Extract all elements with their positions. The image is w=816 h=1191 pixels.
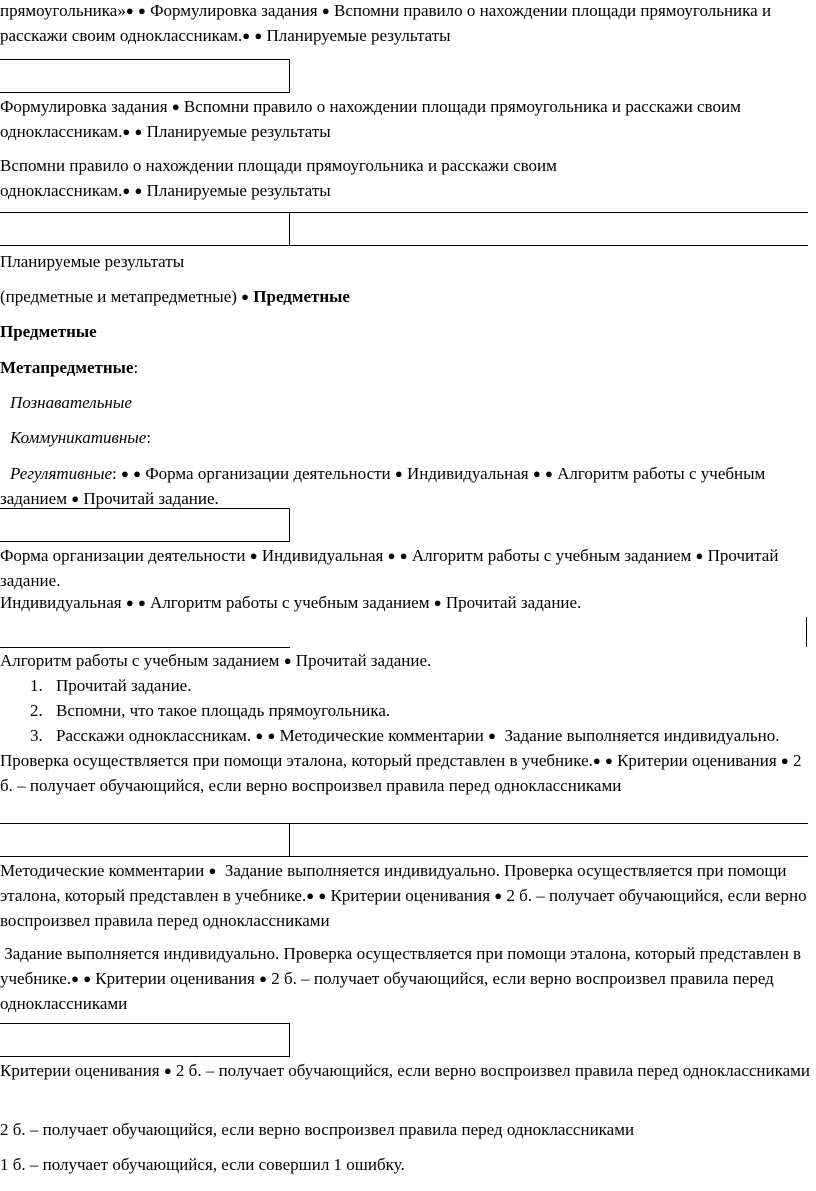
bullet-icon: ●: [122, 124, 131, 139]
bullet-icon: ●: [306, 888, 315, 903]
bullet-icon: ●: [695, 548, 704, 563]
bullet-icon: ●: [387, 548, 396, 563]
step-number: 2.: [30, 701, 43, 720]
bullet-icon: ●: [208, 863, 217, 878]
table-rule: [289, 1023, 290, 1056]
text: Задание выполняется индивидуально. Проверка осуществляется при помощи эталона, который представлен в учебнике.: [0, 726, 780, 770]
text: Алгоритм работы с учебным заданием: [411, 546, 692, 565]
bullet-icon: ●: [134, 183, 143, 198]
text: Форма организации деятельности: [145, 464, 391, 483]
algorithm-heading: [0, 648, 816, 673]
table-rule: [0, 856, 808, 857]
fragment-12: [0, 590, 816, 615]
bullet-icon: ●: [255, 728, 264, 743]
bullet-icon: ●: [254, 28, 263, 43]
bullet-icon: ●: [321, 3, 330, 18]
text: Прочитай задание.: [83, 489, 219, 508]
text: Прочитай задание.: [295, 651, 432, 670]
fragment-15: [0, 941, 816, 1016]
fragment-14: [0, 858, 816, 933]
text: Критерии оценивания: [617, 751, 777, 770]
text: Алгоритм работы с учебным заданием: [0, 651, 280, 670]
text: Индивидуальная: [261, 546, 384, 565]
text: Алгоритм работы с учебным заданием: [150, 593, 430, 612]
text: 2 б. – получает обучающийся, если верно воспроизвел правила перед одноклассниками: [0, 969, 774, 1013]
text: Предметные: [0, 322, 97, 341]
bullet-icon: ●: [494, 888, 503, 903]
bullet-icon: ●: [604, 753, 613, 768]
table-rule: [0, 541, 290, 542]
text: Прочитай задание.: [0, 546, 779, 590]
bullet-icon: ●: [133, 466, 141, 481]
bullet-icon: ●: [137, 595, 146, 610]
bullet-icon: ●: [544, 466, 553, 481]
text: Планируемые результаты: [146, 122, 331, 141]
text: Вспомни правило о нахождении площади прямоугольника и расскажи своим одноклассникам.: [0, 1, 772, 45]
cognitive-heading: [10, 390, 816, 415]
text: Планируемые результаты: [146, 181, 331, 200]
text: Вспомни правило о нахождении площади прямоугольника и расскажи своим одноклассникам.: [0, 97, 741, 141]
text: Планируемые результаты: [266, 26, 451, 45]
communicative-heading: [10, 425, 816, 450]
text: Регулятивные: [10, 464, 112, 483]
bullet-icon: ●: [399, 548, 408, 563]
bullet-icon: ●: [120, 466, 129, 481]
text: Коммуникативные: [10, 428, 147, 447]
text: Критерии оценивания: [0, 1061, 160, 1080]
bullet-icon: ●: [134, 124, 143, 139]
text: :: [112, 464, 117, 483]
bullet-icon: ●: [137, 3, 146, 18]
text: Задание выполняется индивидуально. Проверка осуществляется при помощи эталона, который представлен в учебнике.: [0, 861, 787, 905]
list-item: [0, 698, 816, 723]
fragment-16: [0, 1058, 816, 1083]
text: 2 б. – получает обучающийся, если верно воспроизвел правила перед одноклассниками: [0, 886, 807, 930]
fragment-1: [0, 0, 816, 48]
criterion-2-points: [0, 1117, 816, 1142]
list-item: [0, 673, 816, 698]
text: (предметные и метапредметные): [0, 287, 237, 306]
table-rule: [0, 823, 808, 824]
table-rule: [0, 508, 290, 509]
table-rule: [0, 1056, 290, 1057]
text: прямоугольника»: [0, 1, 126, 20]
bullet-icon: ●: [163, 1063, 172, 1078]
bullet-icon: ●: [532, 466, 541, 481]
bullet-icon: ●: [83, 971, 92, 986]
text: 2 б. – получает обучающийся, если верно воспроизвел правила перед одноклассниками: [175, 1061, 811, 1080]
table-rule: [806, 617, 807, 647]
table-rule: [0, 245, 808, 246]
table-rule: [289, 508, 290, 541]
fragment-11: [0, 543, 816, 593]
fragment-13: [0, 648, 816, 798]
planned-results-heading: [0, 249, 816, 274]
table-rule: [0, 212, 808, 213]
bullet-icon: ●: [488, 728, 496, 743]
subject-results-heading: [0, 319, 816, 344]
bullet-icon: ●: [318, 888, 327, 903]
bullet-icon: ●: [780, 753, 789, 768]
criterion-1-point: [0, 1152, 816, 1177]
table-rule: [289, 823, 290, 856]
fragment-2: [0, 94, 816, 144]
text: Методические комментарии: [0, 861, 205, 880]
text: Форма организации деятельности: [0, 546, 246, 565]
bullet-icon: ●: [125, 3, 134, 18]
table-rule: [0, 92, 290, 93]
text: Прочитай задание.: [445, 593, 582, 612]
step-number: 3.: [30, 726, 43, 745]
bullet-icon: ●: [433, 595, 442, 610]
step-text: Прочитай задание.: [56, 676, 192, 695]
fragment-5: [0, 284, 816, 309]
fragment-3: [0, 153, 640, 203]
meta-results-heading: [0, 355, 816, 380]
text: Критерии оценивания: [330, 886, 491, 905]
text: Познавательные: [10, 393, 132, 412]
bullet-icon: ●: [122, 183, 131, 198]
table-rule: [289, 59, 290, 92]
text: Планируемые результаты: [0, 252, 185, 271]
text: Индивидуальная: [0, 593, 122, 612]
bullet-icon: ●: [283, 653, 292, 668]
text: Метапредметные: [0, 358, 134, 377]
algorithm-steps: [0, 673, 816, 798]
text: Индивидуальная: [407, 464, 529, 483]
bullet-icon: ●: [71, 971, 79, 986]
text: 2 б. – получает обучающийся, если верно воспроизвел правила перед одноклассниками: [0, 1120, 635, 1139]
bullet-icon: ●: [267, 728, 276, 743]
bullet-icon: ●: [71, 491, 80, 506]
text: Критерии оценивания: [95, 969, 255, 988]
table-rule: [0, 59, 290, 60]
bullet-icon: ●: [241, 289, 250, 304]
text: :: [146, 428, 152, 447]
text: Формулировка задания: [150, 1, 318, 20]
list-item: [0, 723, 816, 798]
fragment-10: [0, 461, 816, 511]
bullet-icon: ●: [242, 28, 251, 43]
text: 2 б. – получает обучающийся, если верно воспроизвел правила перед одноклассниками: [0, 751, 802, 795]
text: Методические комментарии: [279, 726, 484, 745]
table-rule: [0, 1023, 290, 1024]
text: Алгоритм работы с учебным заданием: [0, 464, 766, 508]
step-number: 1.: [30, 676, 43, 695]
text: Задание выполняется индивидуально. Проверка осуществляется при помощи эталона, который представлен в учебнике.: [0, 944, 802, 988]
text: Предметные: [253, 287, 350, 306]
bullet-icon: ●: [259, 971, 267, 986]
step-text: Расскажи одноклассникам.: [56, 726, 252, 745]
bullet-icon: ●: [125, 595, 134, 610]
text: Формулировка задания: [0, 97, 168, 116]
step-text: Вспомни, что такое площадь прямоугольника.: [56, 701, 391, 720]
table-rule: [289, 212, 290, 245]
bullet-icon: ●: [592, 753, 601, 768]
bullet-icon: ●: [171, 99, 180, 114]
text: :: [133, 358, 139, 377]
bullet-icon: ●: [249, 548, 258, 563]
bullet-icon: ●: [394, 466, 403, 481]
text: 1 б. – получает обучающийся, если совершил 1 ошибку.: [0, 1155, 405, 1174]
text: Вспомни правило о нахождении площади прямоугольника и расскажи своим одноклассникам.: [0, 156, 557, 200]
